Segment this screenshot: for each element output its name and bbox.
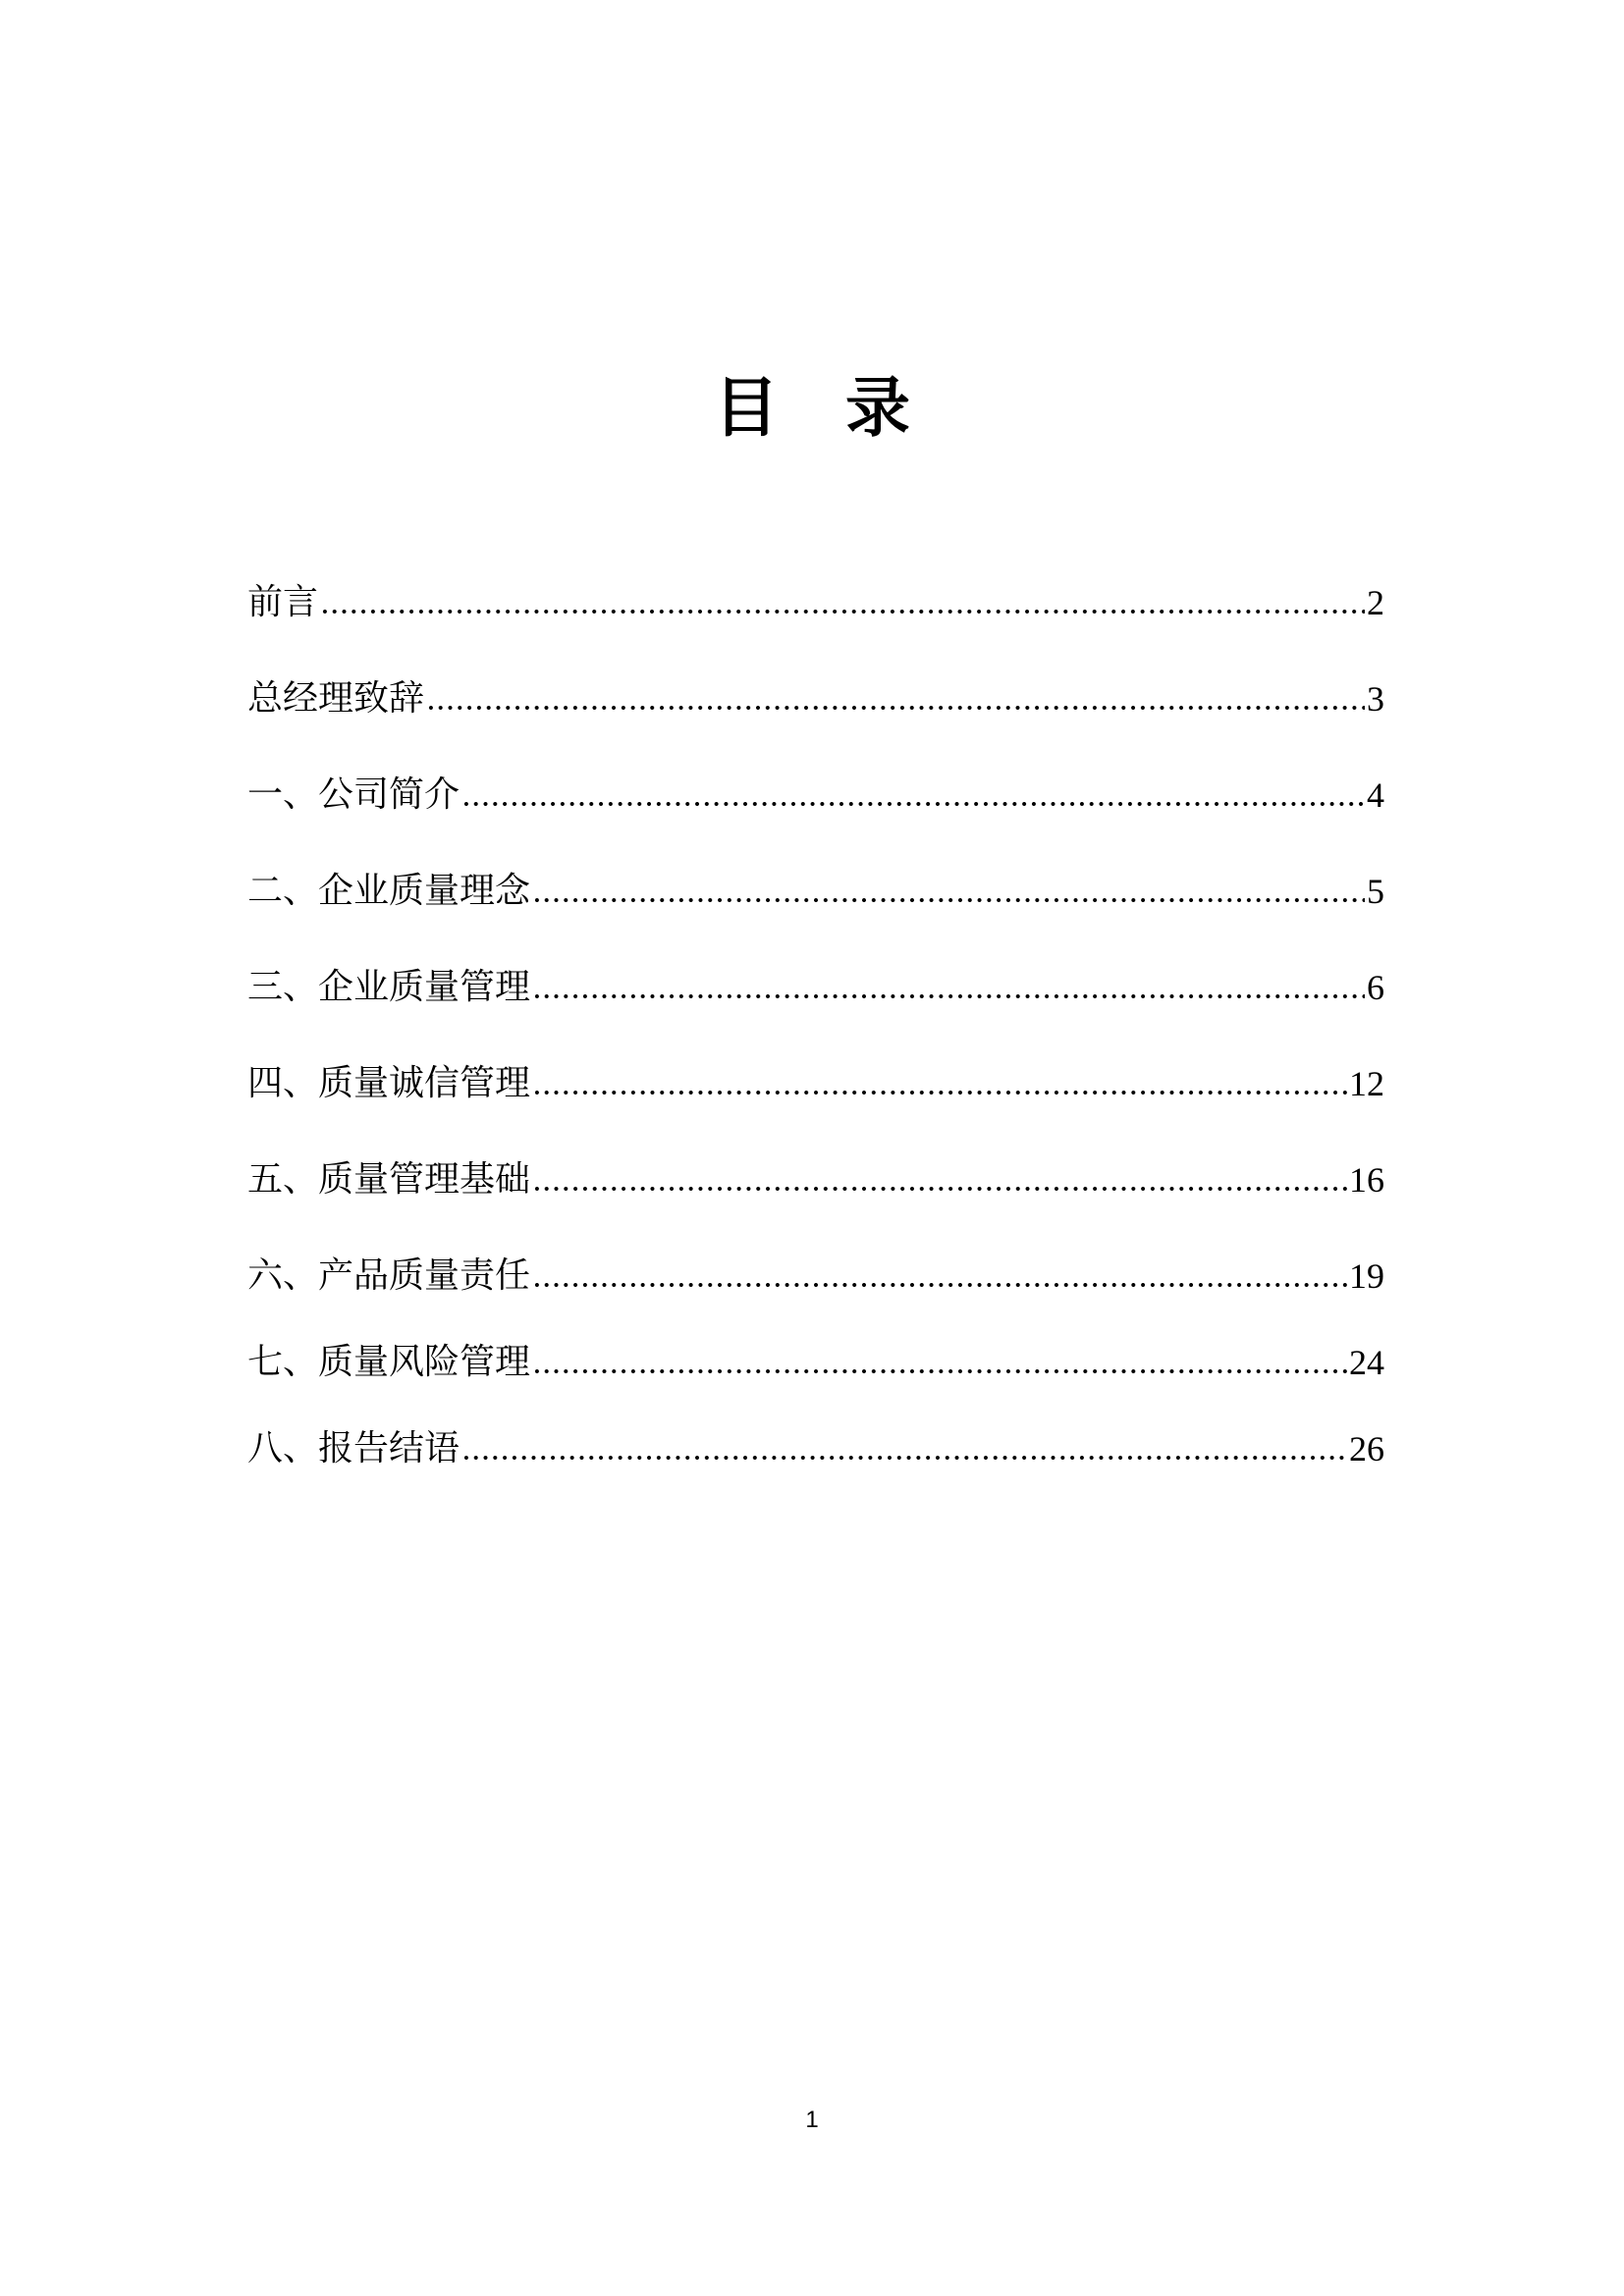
toc-entry-label: 一、公司简介 bbox=[247, 774, 460, 815]
toc-dot-leader bbox=[532, 1368, 1347, 1374]
toc-entry-product-responsibility[interactable] bbox=[247, 1253, 1384, 1300]
toc-entry-label: 前言 bbox=[247, 582, 319, 622]
toc-dot-leader bbox=[426, 705, 1365, 711]
toc-entry-quality-philosophy[interactable] bbox=[247, 868, 1384, 915]
toc-entry-label: 六、产品质量责任 bbox=[247, 1255, 531, 1296]
toc-entry-quality-foundation[interactable] bbox=[247, 1156, 1384, 1203]
toc-entry-label: 八、报告结语 bbox=[247, 1428, 460, 1468]
toc-title-char-2: 录 bbox=[845, 369, 910, 446]
toc-dot-leader bbox=[320, 609, 1365, 614]
toc-entry-quality-integrity[interactable] bbox=[247, 1060, 1384, 1107]
toc-entry-risk-management[interactable] bbox=[247, 1339, 1384, 1386]
toc-entry-page: 3 bbox=[1367, 679, 1384, 719]
toc-entry-page: 24 bbox=[1349, 1343, 1384, 1382]
toc-title bbox=[0, 369, 1624, 446]
toc-dot-leader bbox=[532, 993, 1365, 999]
toc-entry-preface[interactable] bbox=[247, 579, 1384, 626]
toc-entry-page: 12 bbox=[1349, 1064, 1384, 1103]
toc-dot-leader bbox=[532, 897, 1365, 903]
toc-entry-page: 16 bbox=[1349, 1160, 1384, 1200]
toc-entry-page: 19 bbox=[1349, 1256, 1384, 1296]
page-number-footer: 1 bbox=[805, 2107, 819, 2133]
toc-dot-leader bbox=[461, 801, 1365, 807]
toc-entry-gm-address[interactable] bbox=[247, 675, 1384, 722]
toc-entry-quality-management[interactable] bbox=[247, 964, 1384, 1011]
toc-entry-label: 三、企业质量管理 bbox=[247, 967, 531, 1007]
toc-entry-page: 6 bbox=[1367, 968, 1384, 1007]
toc-dot-leader bbox=[532, 1282, 1347, 1288]
toc-entry-page: 5 bbox=[1367, 872, 1384, 911]
toc-entry-page: 2 bbox=[1367, 583, 1384, 622]
toc-entry-label: 七、质量风险管理 bbox=[247, 1342, 531, 1382]
toc-entry-page: 4 bbox=[1367, 775, 1384, 815]
toc-entry-label: 五、质量管理基础 bbox=[247, 1159, 531, 1200]
toc-entry-label: 四、质量诚信管理 bbox=[247, 1063, 531, 1103]
toc-entry-company-intro[interactable] bbox=[247, 772, 1384, 819]
toc-entry-page: 26 bbox=[1349, 1429, 1384, 1468]
toc-dot-leader bbox=[532, 1186, 1347, 1192]
toc-entry-label: 总经理致辞 bbox=[247, 678, 425, 719]
toc-title-char-1: 目 bbox=[714, 369, 779, 446]
toc-dot-leader bbox=[461, 1455, 1347, 1461]
toc-dot-leader bbox=[532, 1090, 1347, 1095]
toc-entry-conclusion[interactable] bbox=[247, 1425, 1384, 1472]
toc-entry-label: 二、企业质量理念 bbox=[247, 871, 531, 911]
